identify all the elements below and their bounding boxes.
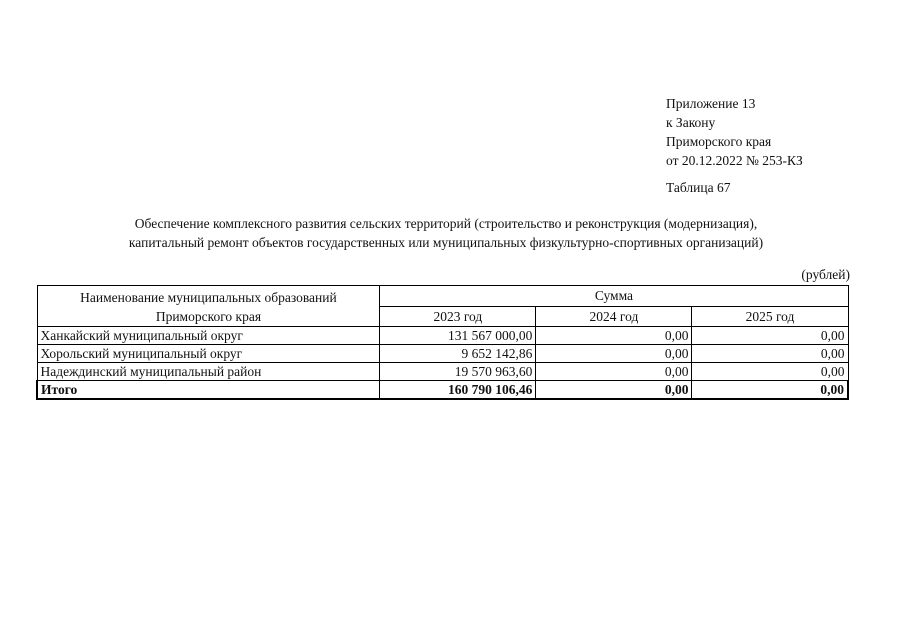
title-line: капитальный ремонт объектов государственных или муниципальных физкультурно-спортивных организаций) (128, 235, 764, 250)
row-value-cell: 0,00 (536, 345, 692, 363)
table-row (37, 363, 848, 381)
row-value-cell: 19 570 963,60 (380, 363, 536, 381)
table-row (37, 345, 848, 363)
budget-table (36, 285, 849, 400)
row-value-cell: 0,00 (692, 345, 848, 363)
row-name-cell: Ханкайский муниципальный округ (37, 327, 380, 345)
header-year-cell: 2023 год (380, 306, 536, 327)
total-name-cell: Итого (37, 381, 380, 400)
unit-label: (рублей) (801, 267, 850, 282)
row-name-cell: Надеждинский муниципальный район (37, 363, 380, 381)
appendix-line: от 20.12.2022 № 253-КЗ (666, 153, 803, 168)
appendix-line: Приложение 13 (666, 96, 756, 111)
row-name-cell: Хорольский муниципальный округ (37, 345, 380, 363)
appendix-block (666, 94, 803, 170)
total-value-cell: 160 790 106,46 (380, 381, 536, 400)
total-value-cell: 0,00 (692, 381, 848, 400)
row-value-cell: 9 652 142,86 (380, 345, 536, 363)
appendix-line: Приморского края (666, 134, 772, 149)
table-header-row (37, 286, 848, 307)
total-value-cell: 0,00 (536, 381, 692, 400)
row-value-cell: 0,00 (692, 363, 848, 381)
header-sum-cell: Сумма (380, 286, 848, 307)
title-line: Обеспечение комплексного развития сельских территорий (строительство и реконструкция (модернизация), (134, 216, 758, 231)
row-value-cell: 0,00 (536, 363, 692, 381)
table-row (37, 327, 848, 345)
row-value-cell: 0,00 (536, 327, 692, 345)
header-year-cell: 2025 год (692, 306, 848, 327)
document-title (40, 214, 852, 252)
header-name-cell (37, 286, 380, 327)
table-total-row (37, 381, 848, 400)
table-number: Таблица 67 (666, 180, 731, 195)
header-name-line: Наименование муниципальных образований (80, 290, 337, 305)
header-year-cell: 2024 год (536, 306, 692, 327)
row-value-cell: 131 567 000,00 (380, 327, 536, 345)
header-name-line: Приморского края (155, 309, 262, 324)
appendix-line: к Закону (666, 115, 716, 130)
row-value-cell: 0,00 (692, 327, 848, 345)
